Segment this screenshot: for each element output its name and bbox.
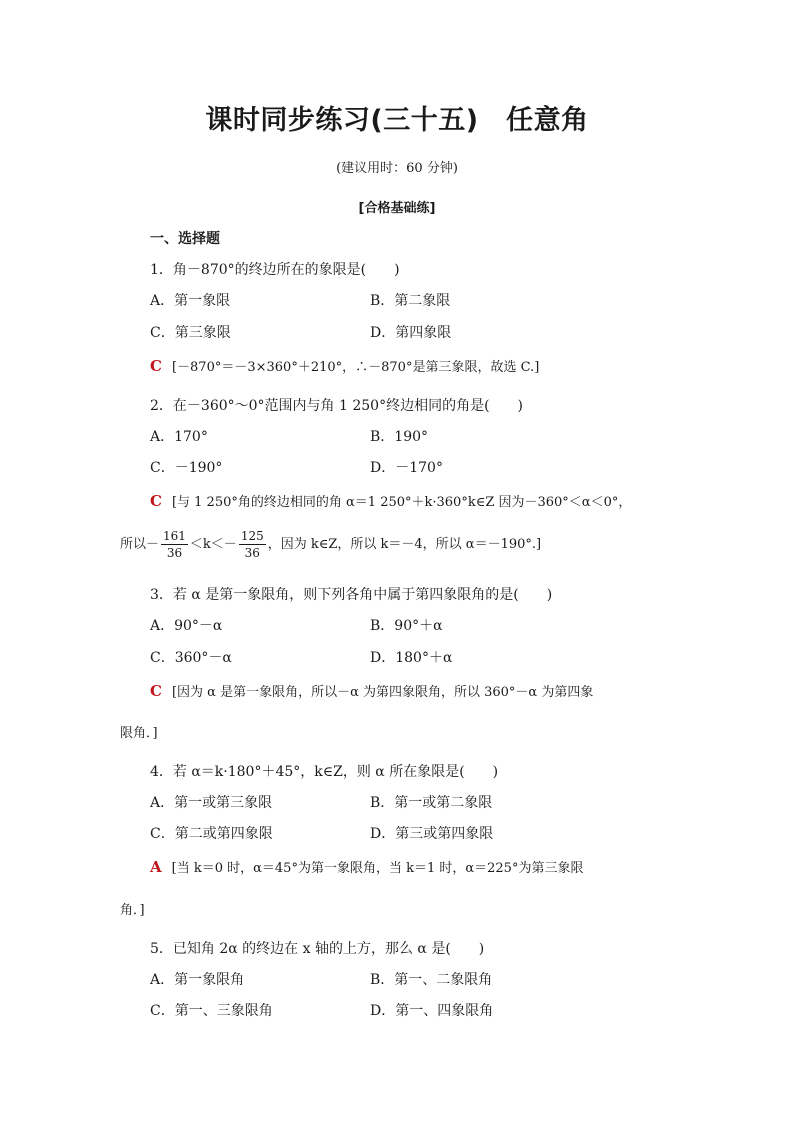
answer-explanation: [－870°＝－3×360°＋210°，∴－870°是第三象限，故选 C.] — [171, 360, 540, 375]
question-1-answer — [150, 356, 539, 375]
numerator: 125 — [240, 529, 264, 543]
question-3-option-a: A．90°－α — [150, 618, 223, 634]
question-2-option-c: C．－190° — [150, 460, 223, 476]
question-2-option-d: D．－170° — [370, 460, 443, 476]
question-5-option-d: D．第一、四象限角 — [370, 1003, 494, 1019]
time-hint: (建议用时：60 分钟) — [336, 161, 458, 176]
question-1-option-d: D．第四象限 — [370, 325, 452, 341]
fraction — [239, 528, 266, 561]
question-4-option-d: D．第三或第四象限 — [370, 826, 494, 842]
question-1-option-b: B．第二象限 — [370, 293, 451, 309]
answer-explanation: [因为 α 是第一象限角，所以－α 为第四象限角，所以 360°－α 为第四象 — [171, 685, 594, 700]
part-heading: 一、选择题 — [150, 231, 220, 247]
question-1-option-a: A．第一象限 — [150, 293, 231, 309]
answer-letter: C — [150, 492, 162, 510]
answer-explanation: [与 1 250°角的终边相同的角 α＝1 250°＋k·360°k∈Z 因为－360°＜α＜0°， — [171, 495, 632, 510]
question-2-option-b: B．190° — [370, 429, 429, 445]
question-5-option-a: A．第一象限角 — [150, 972, 245, 988]
answer-letter: A — [150, 858, 162, 876]
denominator: 36 — [244, 546, 260, 560]
question-3-stem: 3．若 α 是第一象限角，则下列各角中属于第四象限角的是( ) — [150, 587, 553, 603]
question-3-answer-cont: 限角．] — [120, 726, 158, 741]
question-1-stem: 1．角－870°的终边所在的象限是( ) — [150, 262, 400, 278]
question-2-answer-cont — [120, 528, 541, 561]
question-5-stem: 5．已知角 2α 的终边在 x 轴的上方，那么 α 是( ) — [150, 941, 485, 957]
answer-letter: C — [150, 357, 162, 375]
question-4-stem: 4．若 α＝k·180°＋45°，k∈Z，则 α 所在象限是( ) — [150, 764, 499, 780]
numerator: 161 — [163, 529, 186, 543]
question-2-option-a: A．170° — [150, 429, 208, 445]
question-5-option-c: C．第一、三象限角 — [150, 1003, 273, 1019]
question-1-option-c: C．第三象限 — [150, 325, 231, 341]
answer-explanation: [当 k＝0 时，α＝45°为第一象限角，当 k＝1 时，α＝225°为第三象限 — [171, 861, 584, 876]
question-4-answer-cont: 角．] — [120, 903, 145, 918]
denominator: 36 — [166, 546, 183, 560]
question-3-option-b: B．90°＋α — [370, 618, 443, 634]
question-2-stem: 2．在－360°～0°范围内与角 1 250°终边相同的角是( ) — [150, 398, 523, 414]
answer-text: ＜k＜－ — [189, 537, 237, 552]
answer-letter: C — [150, 682, 162, 700]
question-3-option-c: C．360°－α — [150, 650, 232, 666]
question-5-option-b: B．第一、二象限角 — [370, 972, 493, 988]
question-4-option-b: B．第一或第二象限 — [370, 795, 493, 811]
page-title: 课时同步练习(三十五) 任意角 — [205, 105, 589, 136]
question-4-option-c: C．第二或第四象限 — [150, 826, 273, 842]
answer-text: 所以－ — [120, 537, 160, 552]
question-4-answer — [150, 857, 583, 876]
section-heading: [合格基础练] — [358, 201, 436, 216]
question-3-answer — [150, 681, 593, 700]
question-4-option-a: A．第一或第三象限 — [150, 795, 273, 811]
question-2-answer — [150, 491, 631, 510]
question-3-option-d: D．180°＋α — [370, 650, 453, 666]
fraction — [161, 528, 188, 561]
answer-text: ，因为 k∈Z，所以 k＝－4，所以 α＝－190°.] — [267, 537, 542, 552]
